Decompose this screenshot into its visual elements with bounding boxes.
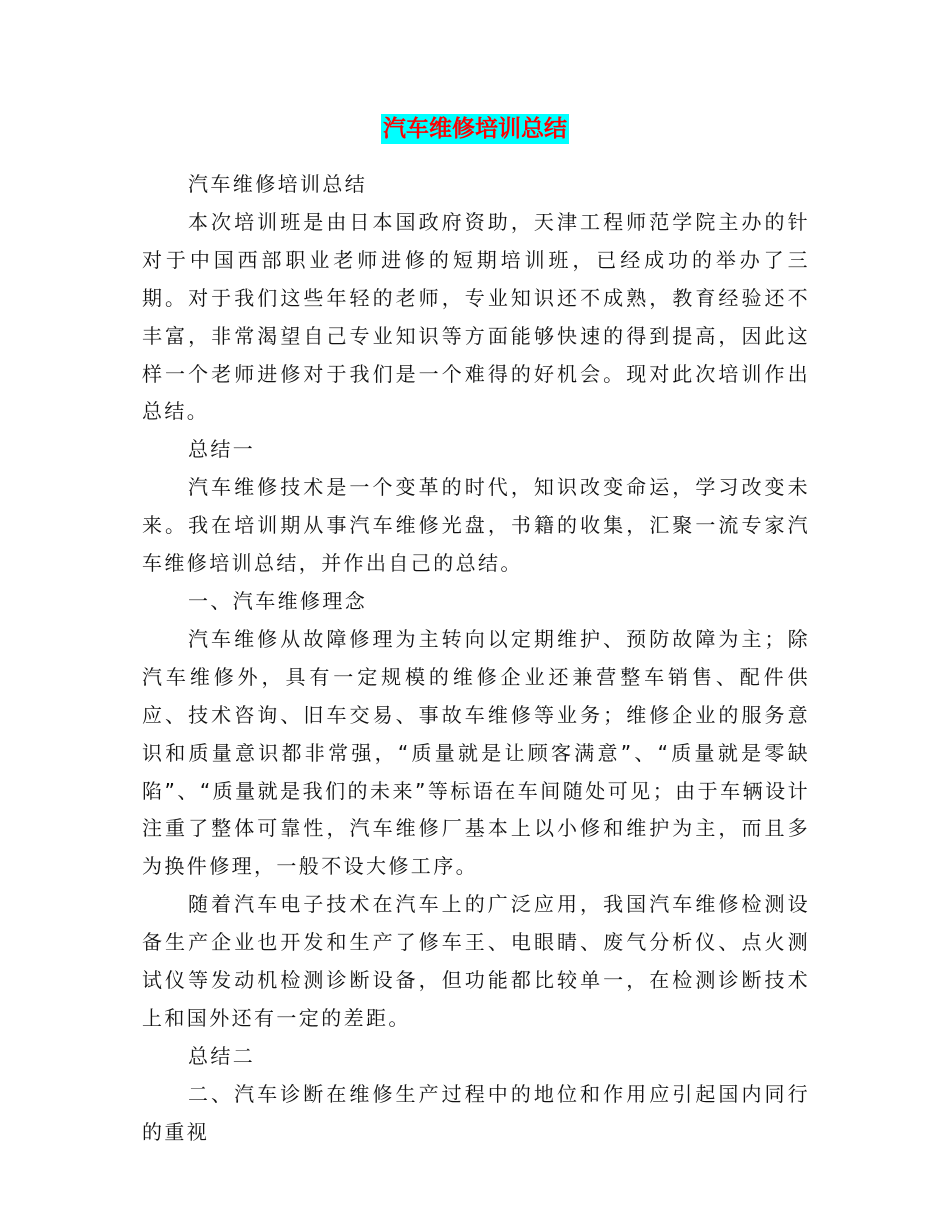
document-title: 汽车维修培训总结 [383, 116, 567, 142]
section-heading-summary-1: 总结一 [188, 437, 256, 462]
section-heading-summary-2: 总结二 [188, 1043, 256, 1068]
heading-repeat: 汽车维修培训总结 [188, 172, 368, 196]
maintenance-concept-paragraph: 汽车维修从故障修理为主转向以定期维护、预防故障为主；除汽车维修外，具有一定规模的维修企业还兼营整车销售、配件供应、技术咨询、旧车交易、事故车维修等业务；维修企业的服务意识和质量意识都非常强，“质量就是让顾客满意”、“质量就是零缺陷”、“质量就是我们的未来”等标语在车间随处可见；由于车辆设计注重了整体可靠性，汽车维修厂基本上以小修和维护为主，而且多为换件修理，一般不设大修工序。 [142, 626, 810, 879]
title-container [0, 114, 950, 144]
summary-1-paragraph: 汽车维修技术是一个变革的时代，知识改变命运，学习改变未来。我在培训期从事汽车维修光盘，书籍的收集，汇聚一流专家汽车维修培训总结，并作出自己的总结。 [142, 475, 810, 576]
intro-paragraph: 本次培训班是由日本国政府资助，天津工程师范学院主办的针对于中国西部职业老师进修的短期培训班，已经成功的举办了三期。对于我们这些年轻的老师，专业知识还不成熟，教育经验还不丰富，非常渴望自己专业知识等方面能够快速的得到提高，因此这样一个老师进修对于我们是一个难得的好机会。现对此次培训作出总结。 [142, 209, 810, 424]
electronics-paragraph: 随着汽车电子技术在汽车上的广泛应用，我国汽车维修检测设备生产企业也开发和生产了修车王、电眼睛、废气分析仪、点火测试仪等发动机检测诊断设备，但功能都比较单一，在检测诊断技术上和国外还有一定的差距。 [142, 892, 810, 1030]
subsection-heading-1: 一、汽车维修理念 [188, 588, 368, 613]
subsection-heading-2: 二、汽车诊断在维修生产过程中的地位和作用应引起国内同行的重视 [142, 1081, 810, 1144]
document-body [142, 166, 810, 1152]
